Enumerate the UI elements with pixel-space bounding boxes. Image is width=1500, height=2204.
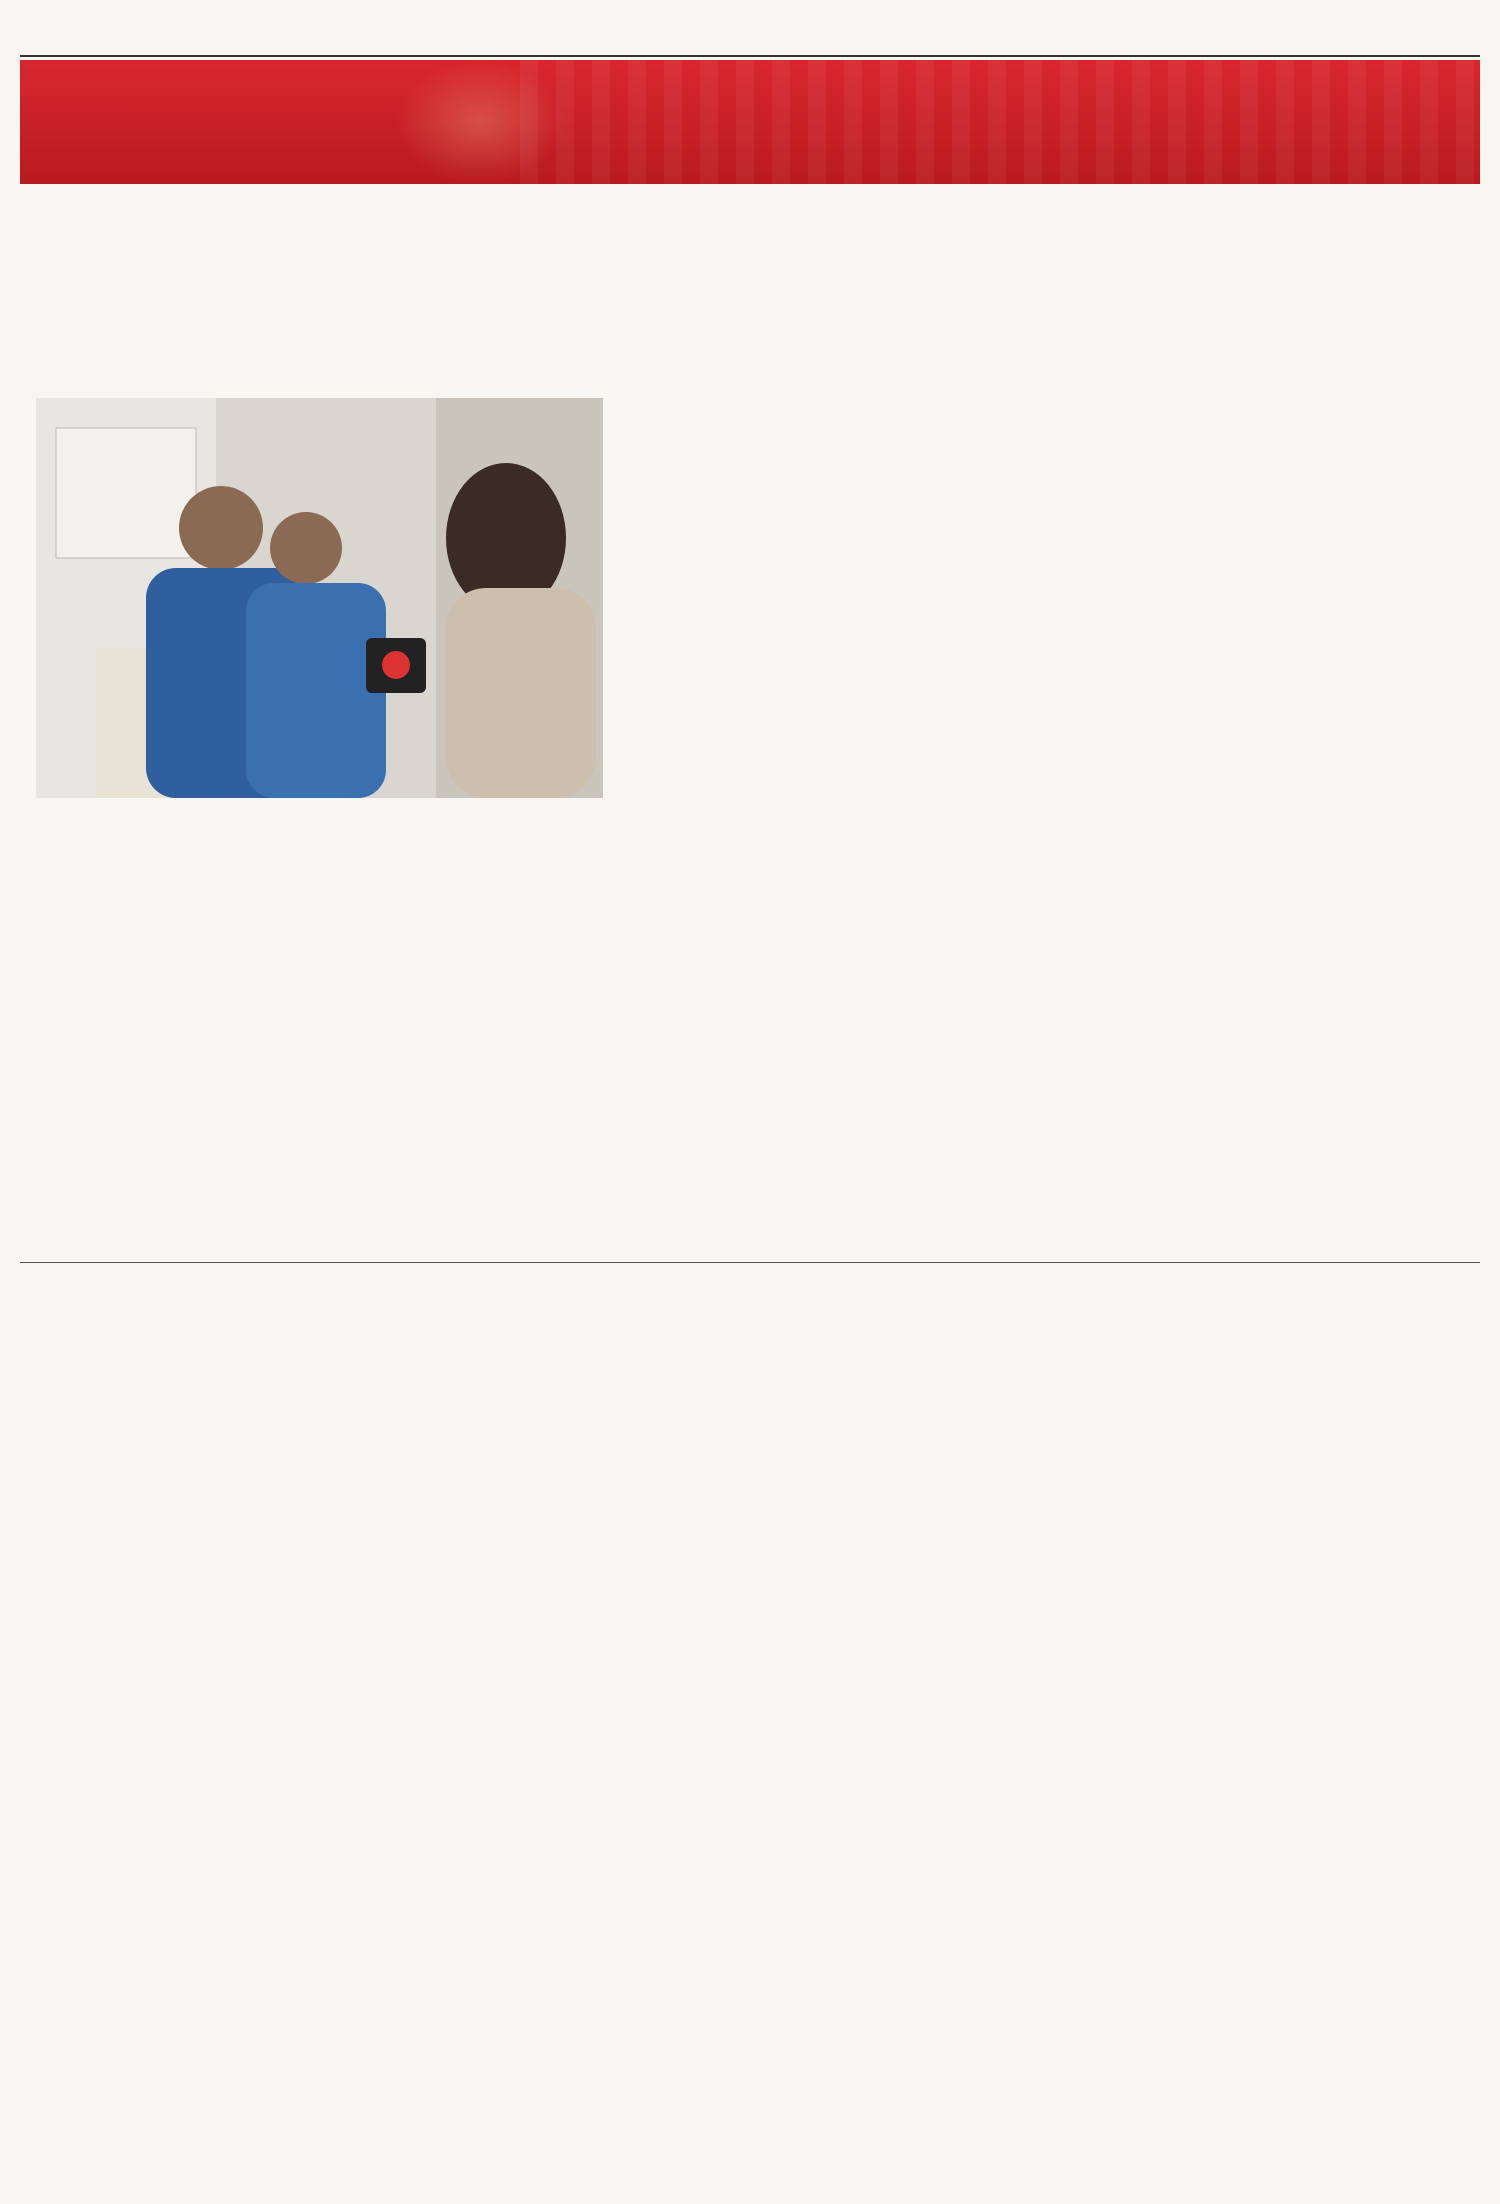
- series-banner: [20, 60, 1480, 184]
- banner-ornament: [395, 60, 565, 184]
- story3-col-c: [762, 1744, 1102, 2000]
- story3-col-d: [1134, 1342, 1474, 2000]
- story1-col-c: [625, 400, 880, 1250]
- story1-col-a: [40, 840, 295, 1250]
- story2-col-a: [940, 778, 1190, 1248]
- story3-intro: [40, 1342, 360, 1482]
- story3-col-b: [395, 1608, 730, 2000]
- section-divider: [20, 1262, 1480, 1263]
- story1-photo-illustration: [36, 398, 603, 798]
- story3-col-c-top: [762, 1342, 1102, 1672]
- story1-col-e: [1212, 400, 1474, 640]
- header-rule: [20, 55, 1480, 57]
- banner-pattern: [520, 60, 1480, 184]
- story2-col-b: [1222, 778, 1474, 1248]
- story1-photo: [36, 398, 603, 798]
- story3-col-a: [40, 1560, 360, 2000]
- story1-col-b: [330, 840, 590, 1250]
- story1-col-d: [918, 400, 1173, 640]
- story3-col-b-top: [395, 1342, 730, 1532]
